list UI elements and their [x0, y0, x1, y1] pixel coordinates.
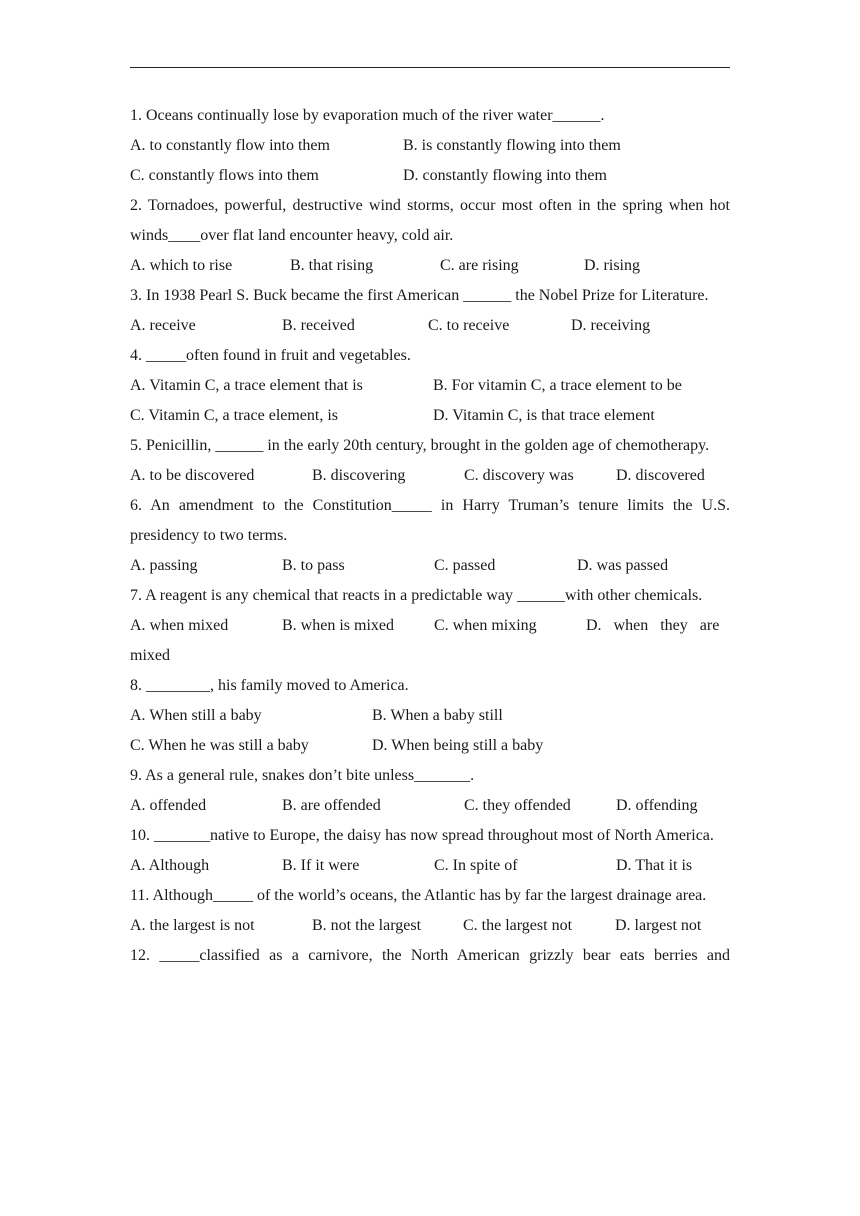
option-a[interactable]: A. receive — [130, 317, 196, 334]
question-stem: 2. Tornadoes, powerful, destructive wind storms, occur most often in the spring when hot winds____over flat land encounter heavy, cold air. — [130, 197, 730, 244]
question-4 — [130, 341, 730, 431]
question-12 — [130, 941, 730, 971]
option-a[interactable]: A. to be discovered — [130, 467, 255, 484]
option-c[interactable]: C. discovery was — [464, 467, 574, 484]
question-stem: 10. _______native to Europe, the daisy has now spread throughout most of North America. — [130, 827, 714, 844]
option-d[interactable]: D. When being still a baby — [372, 737, 544, 754]
option-d[interactable]: D. when they are — [586, 617, 720, 634]
option-c[interactable]: C. the largest not — [463, 917, 573, 934]
option-b[interactable]: B. If it were — [282, 857, 360, 874]
option-b[interactable]: B. that rising — [290, 257, 374, 274]
option-c[interactable]: C. to receive — [428, 317, 510, 334]
option-a[interactable]: A. Vitamin C, a trace element that is — [130, 377, 363, 394]
question-stem: 11. Although_____ of the world’s oceans, the Atlantic has by far the largest drainage area. — [130, 887, 707, 904]
options-row — [130, 731, 730, 761]
question-7 — [130, 581, 730, 671]
option-a[interactable]: A. to constantly flow into them — [130, 137, 330, 154]
question-8 — [130, 671, 730, 761]
option-b[interactable]: B. are offended — [282, 797, 381, 814]
option-d[interactable]: D. offending — [616, 797, 698, 814]
options-row — [130, 701, 730, 731]
option-d[interactable]: D. was passed — [577, 557, 669, 574]
option-c[interactable]: C. when mixing — [434, 617, 537, 634]
option-c[interactable]: C. passed — [434, 557, 496, 574]
header-rule — [130, 67, 730, 68]
question-stem: 8. ________, his family moved to America. — [130, 677, 409, 694]
option-d[interactable]: D. largest not — [615, 917, 702, 934]
option-b[interactable]: B. when is mixed — [282, 617, 394, 634]
option-b[interactable]: B. received — [282, 317, 355, 334]
option-c[interactable]: C. Vitamin C, a trace element, is — [130, 407, 339, 424]
option-b[interactable]: B. not the largest — [312, 917, 422, 934]
option-c[interactable]: C. In spite of — [434, 857, 518, 874]
options-row — [130, 311, 730, 341]
question-stem: 7. A reagent is any chemical that reacts in a predictable way ______with other chemicals. — [130, 587, 703, 604]
question-stem: 9. As a general rule, snakes don’t bite unless_______. — [130, 767, 475, 784]
options-row — [130, 161, 730, 191]
options-row — [130, 911, 730, 941]
option-d[interactable]: D. That it is — [616, 857, 693, 874]
question-3 — [130, 281, 730, 341]
question-stem: 12. _____classified as a carnivore, the North American grizzly bear eats berries and — [130, 947, 730, 964]
question-1 — [130, 101, 730, 191]
question-stem: 4. _____often found in fruit and vegetables. — [130, 347, 411, 364]
question-6 — [130, 491, 730, 581]
option-d[interactable]: D. Vitamin C, is that trace element — [433, 407, 655, 424]
option-c[interactable]: C. When he was still a baby — [130, 737, 309, 754]
option-b[interactable]: B. is constantly flowing into them — [403, 137, 621, 154]
option-a[interactable]: A. When still a baby — [130, 707, 262, 724]
question-stem: 1. Oceans continually lose by evaporation much of the river water______. — [130, 107, 605, 124]
option-b[interactable]: B. For vitamin C, a trace element to be — [433, 377, 682, 394]
options-row — [130, 131, 730, 161]
options-row — [130, 551, 730, 581]
option-a[interactable]: A. which to rise — [130, 257, 233, 274]
option-a[interactable]: A. passing — [130, 557, 198, 574]
question-9 — [130, 761, 730, 821]
option-c[interactable]: C. they offended — [464, 797, 571, 814]
question-stem: 3. In 1938 Pearl S. Buck became the first American ______ the Nobel Prize for Literature. — [130, 287, 709, 304]
option-d[interactable]: D. receiving — [571, 317, 651, 334]
question-11 — [130, 881, 730, 941]
options-row — [130, 251, 730, 281]
options-row — [130, 371, 730, 401]
option-c[interactable]: C. constantly flows into them — [130, 167, 319, 184]
question-5 — [130, 431, 730, 491]
option-d[interactable]: D. constantly flowing into them — [403, 167, 607, 184]
option-b[interactable]: B. When a baby still — [372, 707, 503, 724]
option-d[interactable]: D. discovered — [616, 467, 705, 484]
question-10 — [130, 821, 730, 881]
options-row — [130, 461, 730, 491]
option-b[interactable]: B. discovering — [312, 467, 406, 484]
options-row — [130, 791, 730, 821]
option-d-continued: mixed — [130, 647, 170, 664]
options-row — [130, 851, 730, 881]
options-row — [130, 401, 730, 431]
option-a[interactable]: A. when mixed — [130, 617, 229, 634]
option-b[interactable]: B. to pass — [282, 557, 345, 574]
question-stem: 6. An amendment to the Constitution_____ in Harry Truman’s tenure limits the U.S. presidency to two terms. — [130, 497, 730, 544]
option-c[interactable]: C. are rising — [440, 257, 519, 274]
option-d[interactable]: D. rising — [584, 257, 640, 274]
question-2 — [130, 191, 730, 281]
option-a[interactable]: A. offended — [130, 797, 207, 814]
options-row — [130, 611, 730, 641]
option-a[interactable]: A. Although — [130, 857, 210, 874]
question-list — [130, 101, 730, 971]
option-a[interactable]: A. the largest is not — [130, 917, 255, 934]
question-stem: 5. Penicillin, ______ in the early 20th century, brought in the golden age of chemotherapy. — [130, 437, 710, 454]
